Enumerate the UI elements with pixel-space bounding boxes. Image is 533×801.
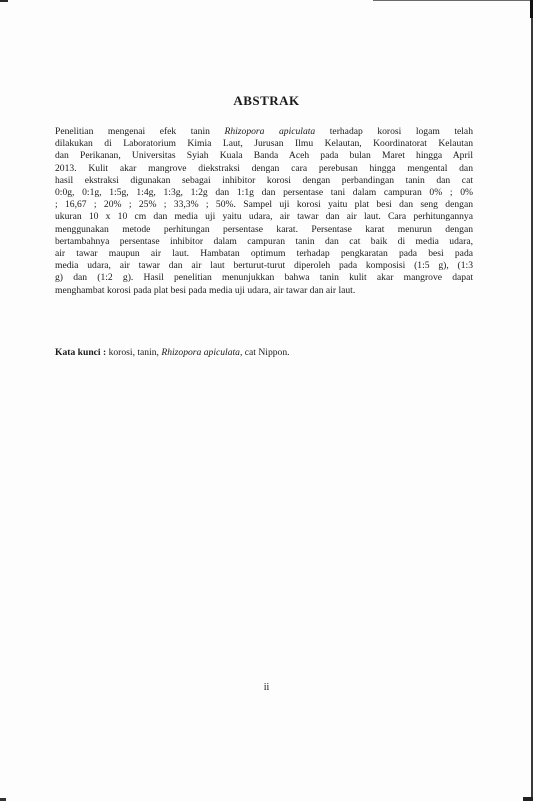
abstract-line: ; 16,67 ; 20% ; 25% ; 33,3% ; 50%. Sampel uji korosi yaitu plat besi dan seng dengan bbox=[55, 199, 473, 211]
abstract-text: Penelitian mengenai efek tanin bbox=[55, 126, 225, 137]
abstract-line: air tawar maupun air laut. Hambatan optimum terhadap pengkaratan pada besi pada bbox=[55, 248, 473, 260]
keywords-text: korosi, tanin, bbox=[106, 347, 162, 358]
abstract-line: ukuran 10 x 10 cm dan media uji yaitu udara, air tawar dan air laut. Cara perhitungannya bbox=[55, 211, 473, 223]
abstract-line: dan Perikanan, Universitas Syiah Kuala Banda Aceh pada bulan Maret hingga April bbox=[55, 150, 473, 162]
abstract-line: 0:0g, 0:1g, 1:5g, 1:4g, 1:3g, 1:2g dan 1:1g dan persentase tani dalam campuran 0% ; 0% bbox=[55, 187, 473, 199]
abstract-line: dilakukan di Laboratorium Kimia Laut, Jurusan Ilmu Kelautan, Koordinatorat Kelautan bbox=[55, 138, 473, 150]
abstract-line: bertambahnya persentase inhibitor dalam campuran tanin dan cat baik di media udara, bbox=[55, 235, 473, 247]
scan-edge-mark bbox=[0, 0, 8, 2]
abstract-line bbox=[55, 126, 473, 138]
abstract-line: menggunakan metode perhitungan persentase karat. Persentase karat menurun dengan bbox=[55, 223, 473, 235]
keywords-text: , cat Nippon. bbox=[239, 347, 290, 358]
abstract-line: 2013. Kulit akar mangrove diekstraksi dengan cara perebusan hingga mengental dan bbox=[55, 162, 473, 174]
keywords-line bbox=[55, 347, 473, 359]
keywords-species: Rhizopora apiculata bbox=[161, 347, 240, 358]
scan-edge-mark bbox=[523, 797, 533, 801]
abstract-text: terhadap korosi logam telah bbox=[315, 126, 473, 137]
scan-edge-mark bbox=[373, 0, 533, 1]
abstract-line: hasil ekstraksi digunakan sebagai inhibitor korosi dengan perbandingan tanin dan cat bbox=[55, 174, 473, 186]
species-name: Rhizopora apiculata bbox=[224, 126, 316, 137]
abstract-line: g) dan (1:2 g). Hasil penelitian menunjukkan bahwa tanin kulit akar mangrove dapat bbox=[55, 272, 473, 284]
abstract-paragraph bbox=[55, 126, 473, 297]
page-title: ABSTRAK bbox=[233, 93, 300, 108]
page-number: ii bbox=[263, 682, 270, 693]
keywords-label: Kata kunci : bbox=[55, 347, 107, 358]
abstract-line: menghambat korosi pada plat besi pada media uji udara, air tawar dan air laut. bbox=[55, 284, 356, 296]
abstract-line: media udara, air tawar dan air laut berturut-turut diperoleh pada komposisi (1:5 g), (1:3 bbox=[55, 260, 473, 272]
